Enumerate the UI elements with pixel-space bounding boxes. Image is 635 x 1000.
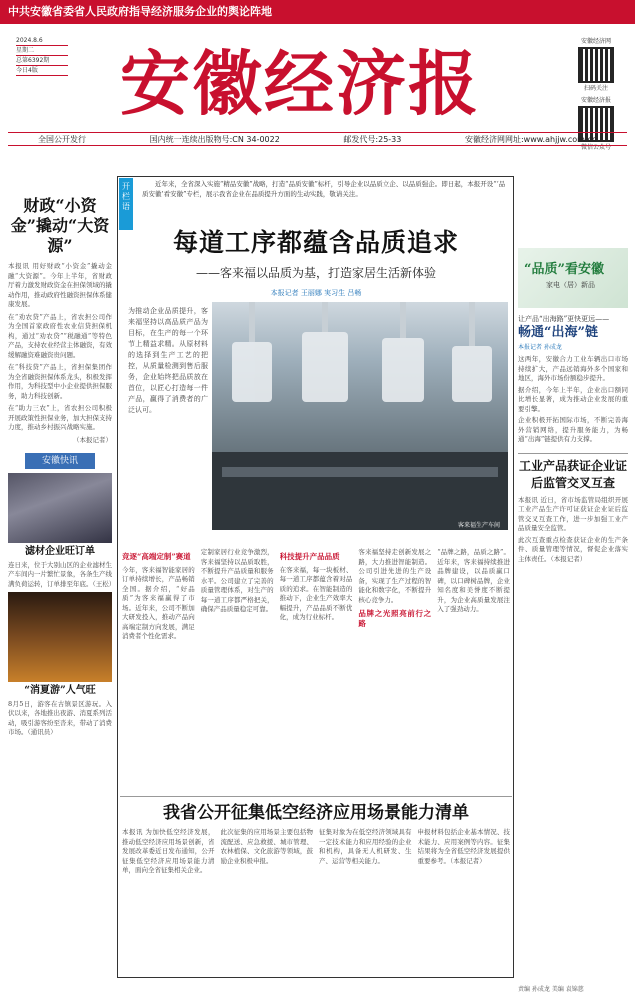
summer-tour-photo (8, 592, 112, 682)
bottom-column: 征集对象为在低空经济领域具有一定技术能力和应用经验的企业和机构，具备无人机研发、生产、运营等相关能力。 (319, 828, 412, 865)
newspaper-masthead: 安徽经济报 (120, 42, 480, 125)
bottom-headline[interactable]: 我省公开征集低空经济应用场景能力清单 (120, 796, 512, 825)
issue-date: 2024.8.6 (16, 36, 68, 46)
right-kicker: 让产品“出海路”更快更远—— (518, 315, 610, 323)
qr-label-paper: 安徽经济报 (580, 97, 611, 104)
right-paragraph-2: 此次互查重点检查获证企业的生产条件、质量管理等情况，督促企业落实主体责任。（本报记者） (518, 535, 628, 563)
brief2-headline[interactable]: “消夏游”人气旺 (24, 685, 96, 696)
bottom-column: 本报讯 为加快低空经济发展，推动低空经济应用场景创新，省发展改革委近日发布通知，公开征集低空经济应用场景能力清单，面向全省征集相关企业。 (122, 828, 215, 874)
left-paragraph: 在“劝农贷”产品上，省农担公司作为全国首家政府性农业信贷担保机构，通过“劝农贷”“税融通”等特色产品，支持农业经营主体融资，有效缓解融资难融资贵问题。 (8, 312, 112, 359)
postal-code: 邮发代号:25-33 (343, 135, 402, 144)
brief-headline[interactable]: 滤材企业旺订单 (25, 546, 95, 557)
body-column-5 (437, 548, 510, 790)
body-text: 定制家居行业竞争激烈，客来福坚持以品质取胜，不断提升产品质量和服务水平。公司建立了完善的质量管理体系，对生产的每一道工序都严格把关，确保产品质量稳定可靠。 (200, 548, 274, 613)
promo-title: “品质”看安徽 (524, 262, 604, 277)
right-column (518, 150, 628, 990)
right-paragraph-2: 本报讯 近日，省市场监管局组织开展工业产品生产许可证获证企业证后监管交叉互查工作，进一步加强工业产品质量安全监管。 (518, 495, 628, 532)
body-column-1 (122, 548, 195, 790)
body-column-3 (280, 548, 353, 790)
brief-text: 连日来，位于大别山区的企业滤材生产车间内一片繁忙景象，各条生产线满负荷运转，订单排至年底。（王松） (8, 560, 116, 588)
body-column-2 (201, 548, 274, 790)
right-headline-2[interactable]: 工业产品获证企业证后监管交叉互查 (518, 453, 628, 492)
promo-subtitle: 家电（居）新品 (546, 281, 595, 289)
body-column-4 (358, 548, 431, 790)
qr-label-scan: 扫码关注 (583, 85, 608, 92)
distribution-note: 全国公开发行 (38, 135, 86, 144)
issue-weekday: 星期二 (16, 46, 68, 56)
issue-pages: 今日4版 (16, 66, 68, 76)
bottom-body-columns (122, 828, 510, 978)
left-paragraph: 本报讯 用好财政“小资金”撬动金融“大资源”。今年上半年，省财政厅着力激发财政资金在担保领域的撬动作用，推动政府性融资担保体系健康发展。 (8, 262, 112, 308)
issue-info (16, 36, 68, 96)
factory-photo (212, 302, 508, 530)
main-body-columns (122, 548, 510, 790)
left-paragraph: 在“科技贷”产品上，省担保集团作为全省融资担保体系龙头，积极发挥作用，为科技型中小企业提供担保服务，助力科技创新。 (8, 363, 112, 400)
publication-info-bar (8, 132, 627, 146)
top-banner: 中共安徽省委省人民政府指导经济服务企业的舆论阵地 (0, 0, 635, 24)
bottom-column: 申报材料包括企业基本情况、技术能力、应用案例等内容。征集结果将为全省低空经济发展提供重要参考。（本报记者） (417, 828, 510, 865)
quality-anhui-promo[interactable] (518, 248, 628, 308)
cn-number: 国内统一连续出版物号:CN 34-0022 (149, 135, 280, 144)
section-tag-anhui-news[interactable]: 安徽快讯 (25, 453, 95, 469)
main-byline: 本报记者 王丽娜 実习生 吕畅 (270, 289, 362, 297)
main-lead-text: 为推动企业品质提升，客来福坚持以高品质产品为目标，在生产的每一个环节上精益求精。从原材料的选择到生产工艺的把控，从质量检测到售后服务，企业始终把品质放在首位，以匠心打造每一件产品，赢得了消费者的广泛认可。 (128, 307, 208, 414)
issue-number: 总第6392期 (16, 56, 68, 66)
body-text: 客来福坚持走创新发展之路，大力推进智能制造。公司引进先进的生产设备，实现了生产过程的智能化和数字化，不断提升核心竞争力。 (358, 548, 432, 604)
factory-illustration (212, 302, 508, 530)
photo-caption: 客来福生产车间 (457, 522, 500, 529)
main-headline[interactable]: 每道工序都蕴含品质追求 (172, 228, 459, 257)
body-text: “品牌之路，品质之路”。近年来，客来福持续推进品牌建设，以品质赢口碑，以口碑树品牌，企业知名度和美誉度不断提升，为企业高质量发展注入了强劲动力。 (437, 548, 510, 613)
body-text: 今年，客来福智能家居的订单持续增长，产品畅销全国。据介绍，“好品质”为客来福赢得了市场。近年来，公司不断加大研发投入，推动产品向高端定制方向发展，满足消费者个性化需求。 (122, 565, 195, 640)
right-paragraph: 这两年，安徽合力工业车辆出口市场持续扩大，产品远销海外多个国家和地区，海外市场份额稳步提升。 (518, 355, 628, 382)
qr-label-website: 安徽经济网 (580, 38, 611, 45)
left-paragraph: 在“助力三农”上，省农担公司积极开展政策性担保业务，加大担保支持力度，推动乡村振兴战略实施。 (8, 404, 112, 431)
main-subheadline: ——客来福以品质为基，打造家居生活新体验 (195, 266, 436, 280)
left-column (8, 150, 116, 990)
subheading-high-end: 竞逐“高端定制”赛道 (122, 552, 191, 561)
qr-code-icon[interactable] (578, 47, 614, 83)
right-headline[interactable]: 畅通“出海”链 (518, 325, 598, 340)
filter-factory-photo (8, 473, 112, 543)
brief2-text: 8月5日，游客在古镇景区游玩。入伏以来，各地推出夜游、消夏系列活动，吸引游客纷至沓来，带动了消费市场。（通讯员） (8, 699, 112, 736)
subheading-tech: 科技提升产品品质 (279, 552, 340, 561)
right-paragraph: 企业积极开拓国际市场，不断完善海外营销网络，提升服务能力，为畅通“出海”链提供有力支撑。 (518, 416, 628, 443)
body-text: 在客来福，每一块板材、每一道工序都蕴含着对品质的追求。在智能制造的推动下，企业生产效率大幅提升，产品品质不断优化，成为行业标杆。 (279, 565, 353, 621)
left-headline[interactable]: 财政“小资金”撬动“大资源” (10, 196, 110, 255)
left-source: （本报记者） (73, 435, 112, 444)
qr-label-wechat: 微信公众号 (580, 144, 611, 151)
column-opening-tag: 开栏语 (119, 178, 133, 230)
page-footer-editors: 责编 孙成龙 美编 袁锦慈 (518, 986, 584, 993)
subheading-brand: 品牌之光照亮前行之路 (358, 609, 432, 628)
right-byline: 本报记者 孙成龙 (518, 344, 562, 351)
website-url[interactable]: 安徽经济网网址:www.ahjjw.com.cn (464, 135, 597, 144)
column-intro: 近年来，全省深入实施“精品安徽”战略，打造“品质安徽”标杆，引导企业以品质立企、以品质强企。即日起，本报开设“‘品质安徽’看安徽”专栏，展示我省企业在品质提升方面的生动实践，敬请关注。 (142, 180, 506, 198)
bottom-column: 此次征集的应用场景主要包括物流配送、应急救援、城市管理、农林植保、文化旅游等领域，鼓励企业积极申报。 (220, 828, 313, 865)
right-paragraph: 据介绍，今年上半年，企业出口额同比增长显著，成为推动企业发展的重要引擎。 (518, 385, 628, 413)
